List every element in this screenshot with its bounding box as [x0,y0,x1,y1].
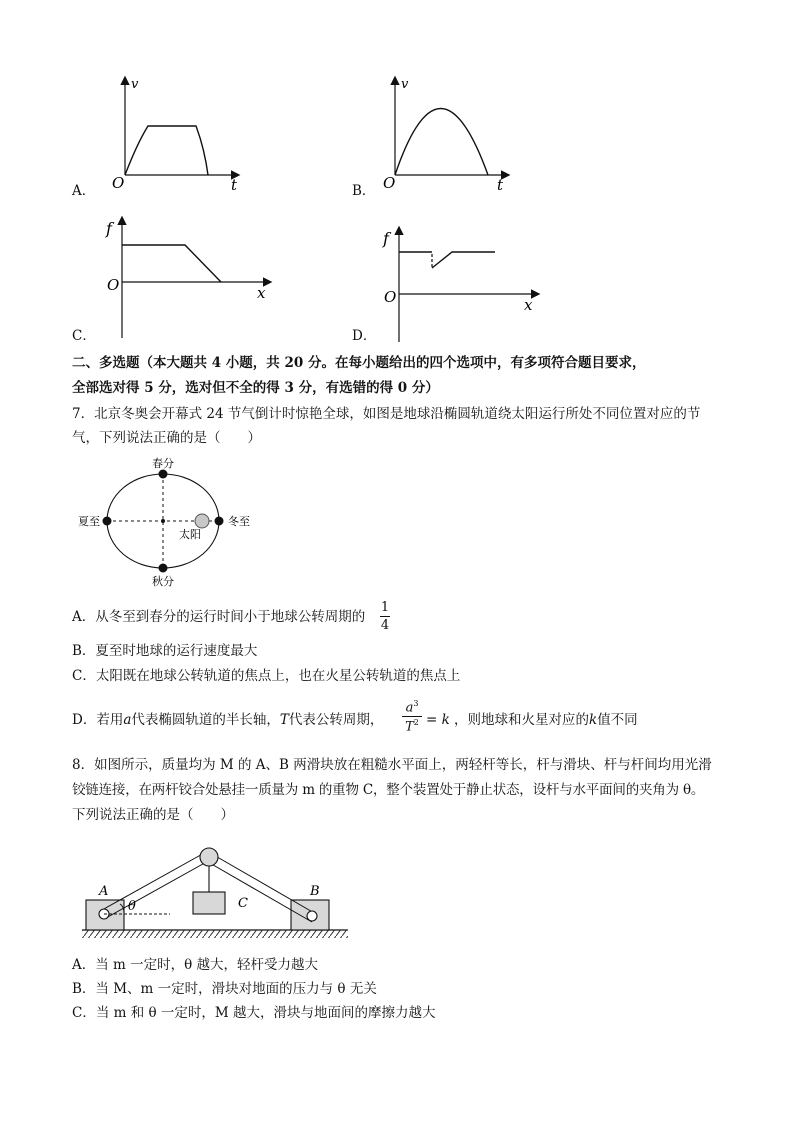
graph-a [110,72,250,196]
earth-summer [103,517,112,526]
graph-c-origin: O [107,276,120,294]
q7-option-a-fraction [380,601,390,632]
label-sun: 太阳 [179,528,201,541]
graph-d-origin: O [384,288,397,306]
label-c: C [238,896,248,911]
q7-stem-line2: 气，下列说法正确的是（ ） [72,430,261,446]
graph-c-curve [122,245,221,282]
q8-stem-line1: 8．如图所示，质量均为 M 的 A、B 两滑块放在粗糙水平面上，两轻杆等长，杆与滑块、杆与杆间均用光滑 [72,757,712,773]
graph-a-curve [125,126,208,175]
q7-d-num: a [405,700,414,716]
hinge-b [307,911,317,921]
label-summer: 夏至 [78,515,100,528]
hinge-top [200,848,218,866]
graph-b-y-label: v [401,77,409,92]
q7-d-fraction [402,700,422,734]
q7-orbit-figure [72,452,272,592]
graph-a-y-label: v [131,77,139,92]
graph-d-y-label: f [383,229,389,248]
label-a: A [99,884,109,899]
q8-stem-line2: 铰链连接，在两杆铰合处悬挂一质量为 m 的重物 C，整个装置处于静止状态，设杆与水平面间的夹角为 θ。 [72,782,705,798]
label-theta: θ [128,899,136,914]
q7-d-num-exp: 3 [413,699,419,708]
q7-d-part1: D．若用 [72,712,124,728]
option-c-label: C． [72,328,96,344]
weight-c [193,892,225,914]
label-b: B [310,884,320,899]
q7-d-T: T [279,712,289,728]
q7-option-d [72,714,383,728]
graph-c-y-label: f [106,219,112,238]
q7-d-den-exp: 2 [413,718,419,728]
q8-stem-line3: 下列说法正确的是（ ） [72,807,234,823]
graph-b-x-label: t [497,176,504,194]
q7-d-k: k [589,712,598,728]
q7-d-part2: 代表椭圆轨道的半长轴， [131,712,280,728]
q7-option-b: B．夏至时地球的运行速度最大 [72,643,258,659]
q7-d-part5: 值不同 [597,712,638,728]
orbit-center [161,519,165,523]
q8-mechanism-figure [72,840,362,945]
rod-b-edge1 [212,854,316,914]
option-a-label: A． [72,183,96,199]
ground-hatch [82,930,348,938]
q8-option-a: A．当 m 一定时，θ 越大，轻杆受力越大 [72,957,319,973]
label-spring: 春分 [152,457,174,470]
q7-d-den: T [405,719,414,735]
q7-fraction-bar [380,616,390,617]
section2-line1: 二、多选题（本大题共 4 小题，共 20 分。在每小题给出的四个选项中，有多项符合题目要求， [72,355,646,371]
q7-d-part3: 代表公转周期， [288,712,384,728]
section2-line2: 全部选对得 5 分，选对但不全的得 3 分，有选错的得 0 分） [72,380,439,396]
q7-d-part4: ，则地球和火星对应的 [454,712,589,728]
q8-option-b: B．当 M、m 一定时，滑块对地面的压力与 θ 无关 [72,981,377,997]
graph-d-curve-right [432,252,495,268]
label-autumn: 秋分 [152,575,174,588]
graph-b-curve [395,109,488,176]
q7-option-a-text: A．从冬至到春分的运行时间小于地球公转周期的 [72,609,366,625]
option-d-label: D． [352,328,377,344]
option-b-label: B． [352,183,376,199]
label-winter: 冬至 [228,515,250,528]
graph-d-x-label: x [524,296,533,314]
earth-spring [159,470,168,479]
graph-b [380,72,520,196]
earth-winter [215,517,224,526]
q7-option-d-tail [454,714,638,728]
graph-b-origin: O [383,174,396,192]
graph-a-origin: O [112,174,125,192]
earth-autumn [159,564,168,573]
q7-option-a [72,611,365,625]
q8-option-c: C．当 m 和 θ 一定时，M 越大，滑块与地面间的摩擦力越大 [72,1005,436,1021]
q7-fraction-denominator: 4 [380,618,390,633]
graph-c [100,212,280,342]
graph-a-x-label: t [231,176,238,194]
q7-d-fraction-bar [402,716,422,717]
q7-fraction-numerator: 1 [380,600,390,615]
q7-d-equals: = k [426,712,450,728]
q7-option-c: C．太阳既在地球公转轨道的焦点上，也在火星公转轨道的焦点上 [72,668,461,684]
q7-d-a: a [123,712,132,728]
q7-stem-line1: 7．北京冬奥会开幕式 24 节气倒计时惊艳全球，如图是地球沿椭圆轨道绕太阳运行所处不同位置对应的节 [72,406,701,422]
graph-d [378,222,548,344]
graph-c-x-label: x [257,284,266,302]
rod-a-edge1 [102,852,206,910]
sun-icon [195,514,209,528]
